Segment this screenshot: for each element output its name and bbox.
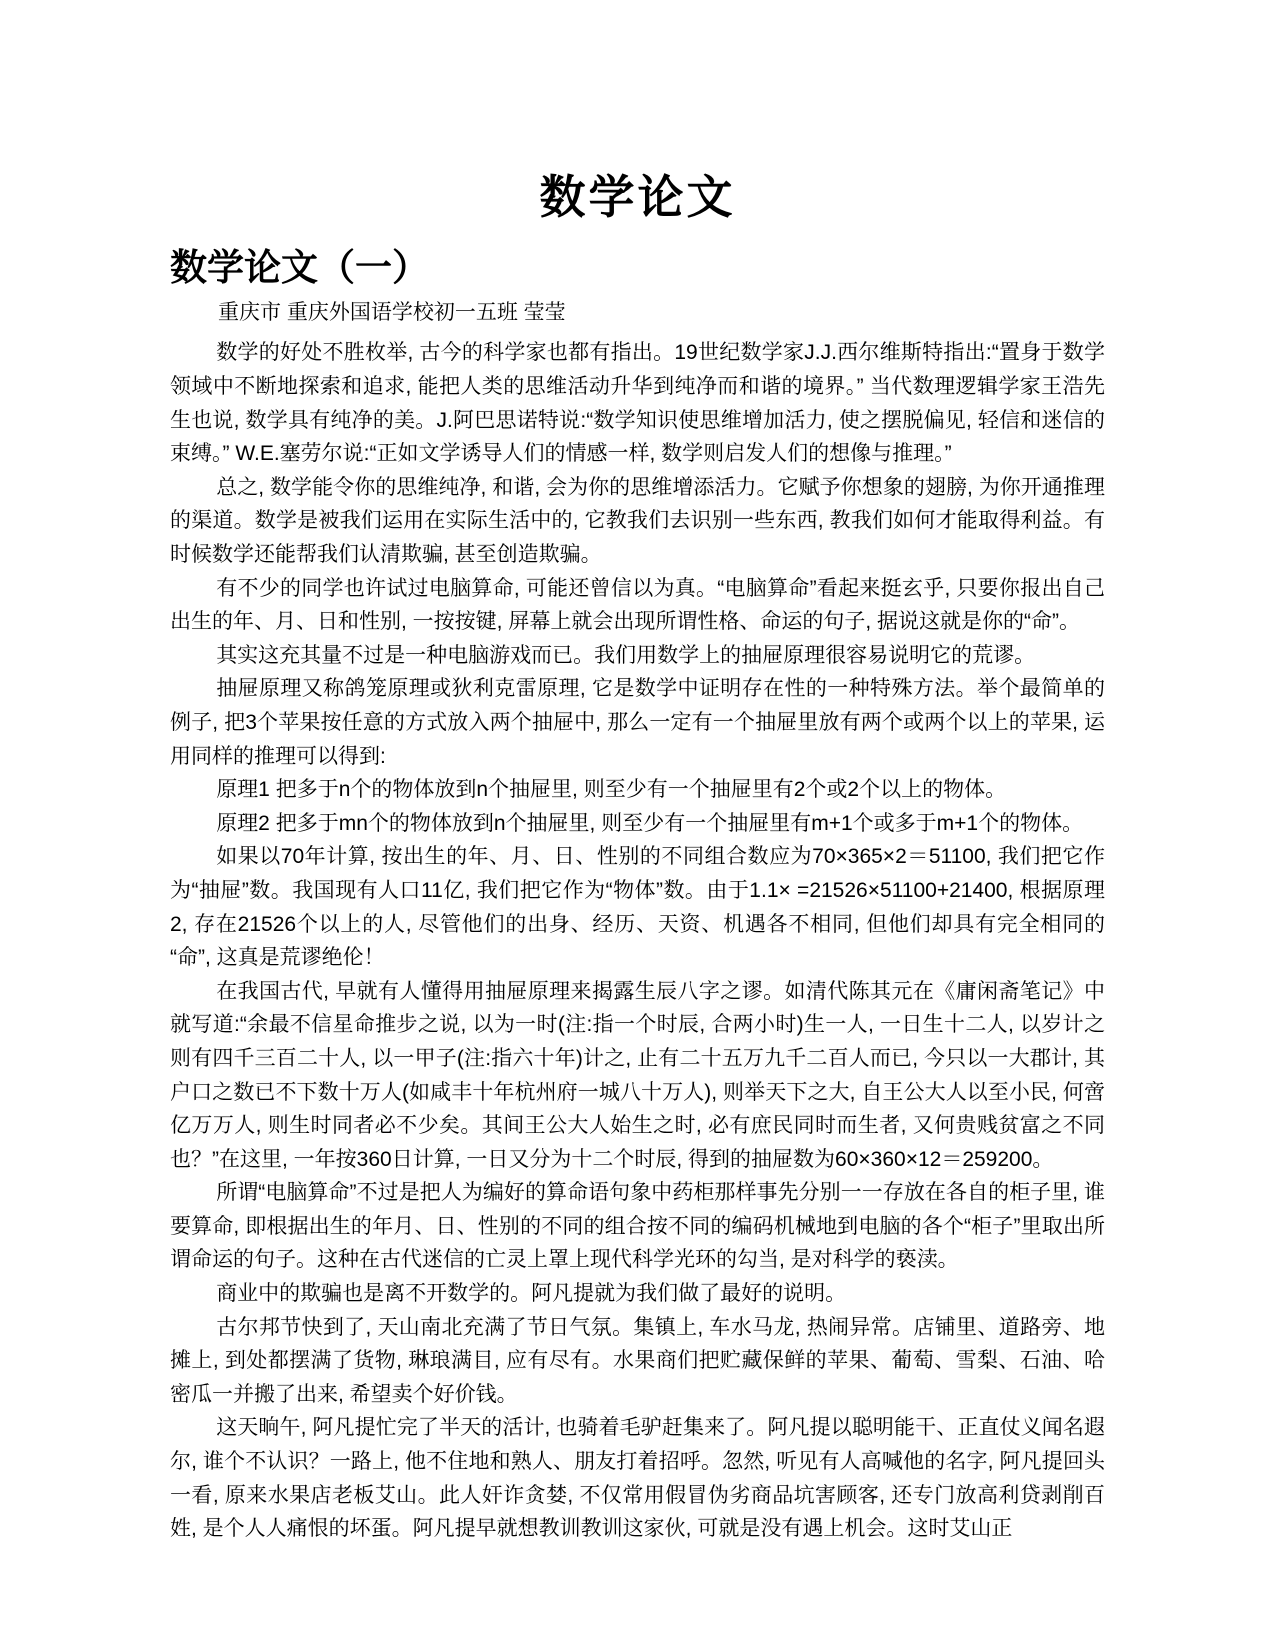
- essay-paragraph-12: 古尔邦节快到了, 天山南北充满了节日气氛。集镇上, 车水马龙, 热闹异常。店铺里、道路旁、地摊上, 到处都摆满了货物, 琳琅满目, 应有尽有。水果商们把贮藏保鲜的苹果、葡萄、雪梨、石油、哈密瓜一并搬了出来, 希望卖个好价钱。: [170, 1315, 1105, 1406]
- essay-paragraph-5: 抽屉原理又称鸽笼原理或狄利克雷原理, 它是数学中证明存在性的一种特殊方法。举个最简单的例子, 把3个苹果按任意的方式放入两个抽屉中, 那么一定有一个抽屉里放有两个或两个以上的苹果, 运用同样的推理可以得到:: [170, 677, 1105, 768]
- essay-paragraph-2: 总之, 数学能令你的思维纯净, 和谐, 会为你的思维增添活力。它赋予你想象的翅膀, 为你开通推理的渠道。数学是被我们运用在实际生活中的, 它教我们去识别一些东西, 教我们如何才能取得利益。有时候数学还能帮我们认清欺骗, 甚至创造欺骗。: [170, 475, 1105, 566]
- essay-paragraph-10: 所谓“电脑算命”不过是把人为编好的算命语句象中药柜那样事先分别一一存放在各自的柜子里, 谁要算命, 即根据出生的年月、日、性别的不同的组合按不同的编码机械地到电脑的各个“柜子”里取出所谓命运的句子。这种在古代迷信的亡灵上罩上现代科学光环的勾当, 是对科学的亵渎。: [170, 1181, 1105, 1272]
- essay-paragraph-4: 其实这充其量不过是一种电脑游戏而已。我们用数学上的抽屉原理很容易说明它的荒谬。: [216, 643, 1036, 667]
- byline: 重庆市 重庆外国语学校初一五班 莹莹: [218, 301, 566, 325]
- essay-paragraph-9: 在我国古代, 早就有人懂得用抽屉原理来揭露生辰八字之谬。如清代陈其元在《庸闲斋笔记》中就写道:“余最不信星命推步之说, 以为一时(注:指一个时辰, 合两小时)生一人, 一日生十二人, 以岁计之则有四千三百二十人, 以一甲子(注:指六十年)计之, 止有二十五万九千二百人而已, 今只以一大郡计, 其户口之数已不下数十万人(如咸丰十年杭州府一城八十万人), 则举天下之大, 自王公大人以至小民, 何啻亿万万人, 则生时同者必不少矣。其间王公大人始生之时, 必有庶民同时而生者, 又何贵贱贫富之不同也？”在这里, 一年按360日计算, 一日又分为十二个时辰, 得到的抽屉数为60×360×12＝259200。: [170, 979, 1105, 1171]
- essay-paragraph-3: 有不少的同学也许试过电脑算命, 可能还曾信以为真。“电脑算命”看起来挺玄乎, 只要你报出自己出生的年、月、日和性别, 一按按键, 屏幕上就会出现所谓性格、命运的句子, 据说这就是你的“命”。: [170, 576, 1105, 634]
- essay-paragraph-7: 原理2 把多于mn个的物体放到n个抽屉里, 则至少有一个抽屉里有m+1个或多于m+1个的物体。: [216, 811, 1084, 835]
- essay-paragraph-8: 如果以70年计算, 按出生的年、月、日、性别的不同组合数应为70×365×2＝51100, 我们把它作为“抽屉”数。我国现有人口11亿, 我们把它作为“物体”数。由于1.1× =21526×51100+21400, 根据原理2, 存在21526个以上的人, 尽管他们的出身、经历、天资、机遇各不相同, 但他们却具有完全相同的“命”, 这真是荒谬绝伦！: [170, 845, 1105, 970]
- essay-paragraph-11: 商业中的欺骗也是离不开数学的。阿凡提就为我们做了最好的说明。: [216, 1282, 847, 1306]
- essay-body: [170, 326, 1105, 1545]
- section-heading: 数学论文（一）: [170, 246, 429, 288]
- essay-paragraph-6: 原理1 把多于n个的物体放到n个抽屉里, 则至少有一个抽屉里有2个或2个以上的物体。: [216, 778, 1007, 802]
- essay-paragraph-1: 数学的好处不胜枚举, 古今的科学家也都有指出。19世纪数学家J.J.西尔维斯特指出:“置身于数学领域中不断地探索和追求, 能把人类的思维活动升华到纯净而和谐的境界。” 当代数理逻辑学家王浩先生也说, 数学具有纯净的美。J.阿巴思诺特说:“数学知识使思维增加活力, 使之摆脱偏见, 轻信和迷信的束缚。” W.E.塞劳尔说:“正如文学诱导人们的情感一样, 数学则启发人们的想像与推理。”: [170, 341, 1105, 466]
- document-title: 数学论文: [539, 171, 736, 223]
- essay-paragraph-13: 这天晌午, 阿凡提忙完了半天的活计, 也骑着毛驴赶集来了。阿凡提以聪明能干、正直仗义闻名遐尔, 谁个不认识？一路上, 他不住地和熟人、朋友打着招呼。忽然, 听见有人高喊他的名字, 阿凡提回头一看, 原来水果店老板艾山。此人奸诈贪婪, 不仅常用假冒伪劣商品坑害顾客, 还专门放高利贷剥削百姓, 是个人人痛恨的坏蛋。阿凡提早就想教训教训这家伙, 可就是没有遇上机会。这时艾山正: [170, 1416, 1105, 1541]
